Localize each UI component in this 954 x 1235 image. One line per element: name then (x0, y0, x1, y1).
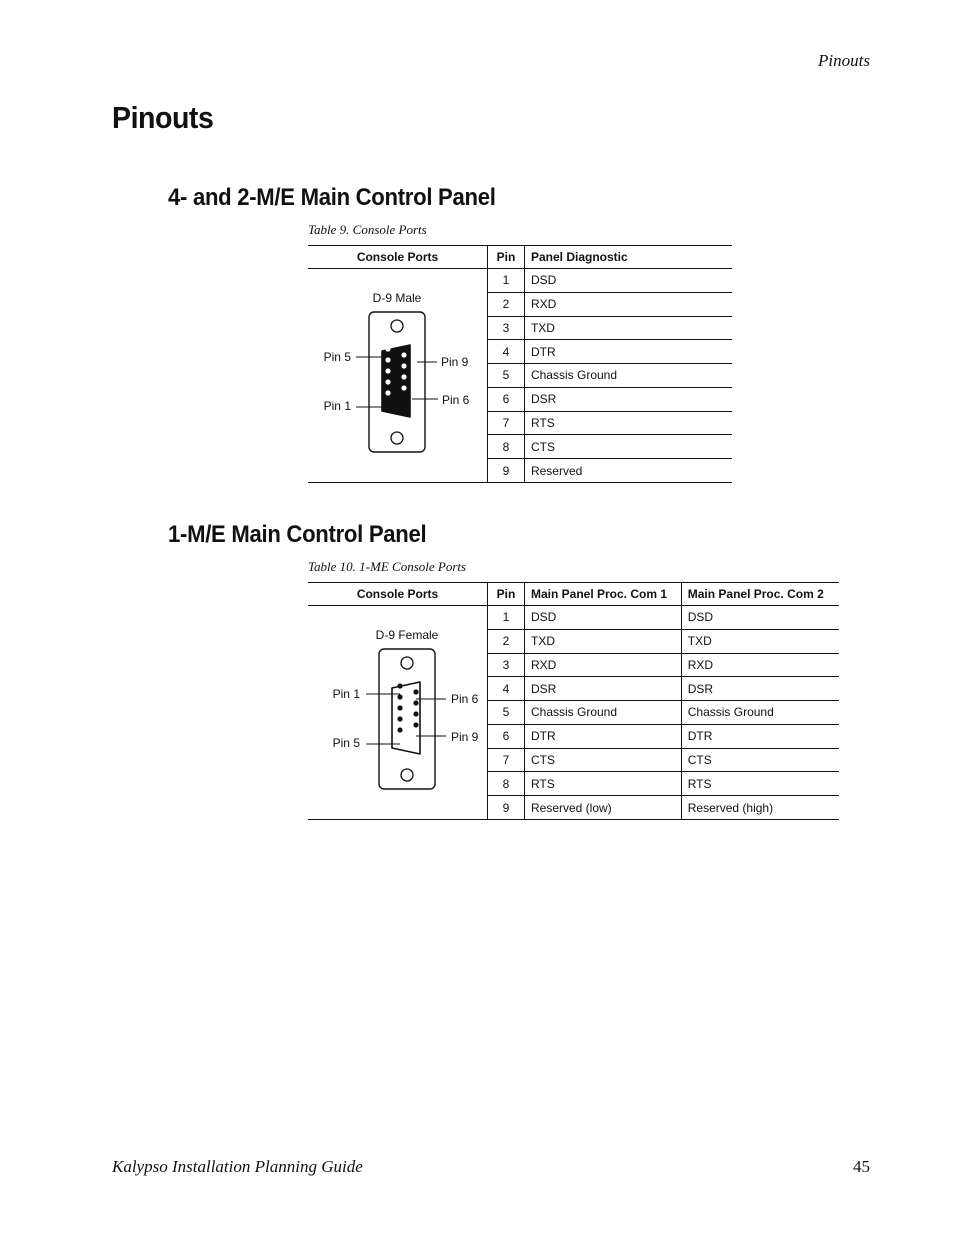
pin-number-cell: 2 (488, 292, 525, 316)
column-header-console-ports: Console Ports (308, 583, 488, 606)
column-header-console-ports: Console Ports (308, 246, 488, 269)
connector-diagram-cell (308, 606, 488, 820)
column-header-panel-diagnostic: Panel Diagnostic (524, 246, 732, 269)
signal-cell: TXD (681, 629, 839, 653)
pin-contact (401, 363, 406, 368)
signal-cell: DTR (524, 724, 681, 748)
pin-number-cell: 5 (488, 364, 525, 388)
section-title-4-2-me: 4- and 2-M/E Main Control Panel (168, 184, 496, 211)
signal-cell: DSR (524, 387, 732, 411)
pin-number-cell: 2 (488, 629, 525, 653)
pin-contact (401, 374, 406, 379)
pin-contact (385, 368, 390, 373)
page-title: Pinouts (112, 100, 214, 135)
pin-number-cell: 6 (488, 724, 525, 748)
pin-number-cell: 3 (488, 653, 525, 677)
pin-label: Pin 5 (332, 736, 360, 750)
table-row (308, 606, 839, 630)
signal-cell: DTR (524, 340, 732, 364)
pin-number-cell: 7 (488, 748, 525, 772)
pin-contact (401, 385, 406, 390)
table-9-caption: Table 9. Console Ports (308, 222, 427, 237)
pin-contact (413, 722, 418, 727)
mounting-hole-bottom (391, 432, 403, 444)
pin-number-cell: 5 (488, 701, 525, 725)
pin-number-cell: 7 (488, 411, 525, 435)
signal-cell: CTS (681, 748, 839, 772)
table-9-console-ports (308, 245, 732, 483)
column-header-pin: Pin (488, 583, 525, 606)
pin-contact (385, 357, 390, 362)
pin-number-cell: 1 (488, 606, 525, 630)
signal-cell: RXD (524, 292, 732, 316)
signal-cell: Chassis Ground (524, 364, 732, 388)
signal-cell: Chassis Ground (681, 701, 839, 725)
pin-contact (413, 700, 418, 705)
signal-cell: RXD (524, 653, 681, 677)
pin-contact (397, 705, 402, 710)
mounting-hole-top (391, 320, 403, 332)
table-10-1me-console-ports (308, 582, 839, 820)
pin-contact (401, 352, 406, 357)
connector-label: D-9 Female (375, 628, 439, 642)
mounting-hole-top (401, 657, 413, 669)
signal-cell: CTS (524, 748, 681, 772)
pin-contact (397, 683, 402, 688)
table-row (308, 269, 732, 293)
page-number: 45 (853, 1157, 870, 1176)
signal-cell: TXD (524, 629, 681, 653)
pin-contact (397, 727, 402, 732)
table-10-caption: Table 10. 1-ME Console Ports (308, 559, 467, 574)
signal-cell: Reserved (high) (681, 796, 839, 820)
signal-cell: TXD (524, 316, 732, 340)
pin-number-cell: 4 (488, 677, 525, 701)
pin-label: Pin 9 (441, 355, 469, 369)
connector-diagram-cell (308, 269, 488, 483)
pin-contact (385, 390, 390, 395)
pin-number-cell: 1 (488, 269, 525, 293)
signal-cell: Chassis Ground (524, 701, 681, 725)
pin-number-cell: 6 (488, 387, 525, 411)
column-header-pin: Pin (488, 246, 525, 269)
signal-cell: RXD (681, 653, 839, 677)
signal-cell: DSD (681, 606, 839, 630)
signal-cell: RTS (681, 772, 839, 796)
pin-contact (397, 694, 402, 699)
section-title-1-me: 1-M/E Main Control Panel (168, 521, 427, 548)
pin-number-cell: 9 (488, 459, 525, 483)
signal-cell: CTS (524, 435, 732, 459)
pin-number-cell: 8 (488, 772, 525, 796)
pin-contact (413, 711, 418, 716)
column-header-com1: Main Panel Proc. Com 1 (524, 583, 681, 606)
d9-female-connector-diagram (308, 606, 487, 816)
pin-number-cell: 3 (488, 316, 525, 340)
connector-label: D-9 Male (372, 291, 422, 305)
signal-cell: DSD (524, 606, 681, 630)
pin-number-cell: 9 (488, 796, 525, 820)
pin-label: Pin 1 (332, 687, 360, 701)
connector-shell (379, 649, 435, 789)
pin-contact (385, 346, 390, 351)
mounting-hole-bottom (401, 769, 413, 781)
d9-male-connector-diagram (308, 269, 487, 479)
signal-cell: DSR (524, 677, 681, 701)
running-footer: Kalypso Installation Planning Guide (112, 1157, 363, 1176)
pin-contact (397, 716, 402, 721)
pin-number-cell: 4 (488, 340, 525, 364)
column-header-com2: Main Panel Proc. Com 2 (681, 583, 839, 606)
signal-cell: DSD (524, 269, 732, 293)
pin-contact (413, 689, 418, 694)
pin-label: Pin 6 (451, 692, 479, 706)
running-header: Pinouts (818, 51, 870, 70)
signal-cell: RTS (524, 411, 732, 435)
signal-cell: Reserved (low) (524, 796, 681, 820)
pin-label: Pin 5 (323, 350, 351, 364)
signal-cell: DTR (681, 724, 839, 748)
pin-label: Pin 9 (451, 730, 479, 744)
signal-cell: Reserved (524, 459, 732, 483)
pin-number-cell: 8 (488, 435, 525, 459)
pin-contact (385, 379, 390, 384)
signal-cell: RTS (524, 772, 681, 796)
pin-label: Pin 1 (323, 399, 351, 413)
pin-label: Pin 6 (442, 393, 470, 407)
signal-cell: DSR (681, 677, 839, 701)
